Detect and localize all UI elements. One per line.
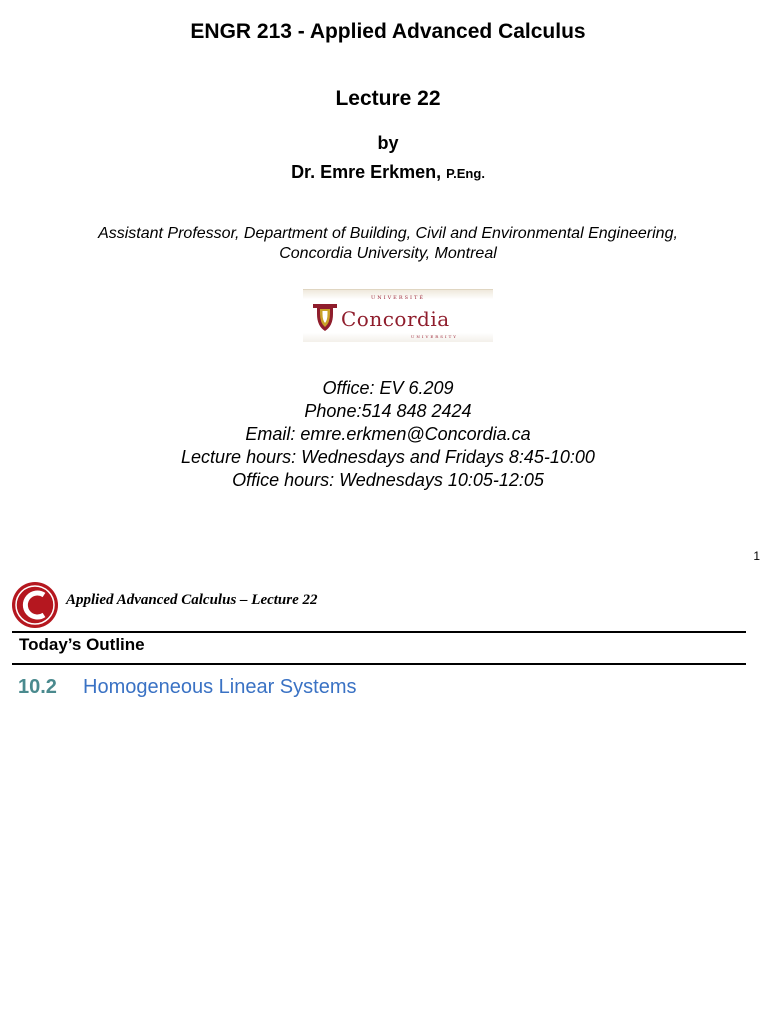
outline-item xyxy=(18,676,356,699)
outline-slide xyxy=(0,576,768,1024)
by-line: by xyxy=(377,133,399,153)
lecture-title: Lecture 22 xyxy=(335,87,441,110)
logo-top-text: UNIVERSITÉ xyxy=(371,295,425,301)
affiliation xyxy=(4,224,768,264)
concordia-shield-icon xyxy=(312,302,338,332)
concordia-c-icon xyxy=(11,581,59,629)
phone-line: Phone:514 848 2424 xyxy=(304,401,472,421)
lecture-hours-line: Lecture hours: Wednesdays and Fridays 8:45-10:00 xyxy=(181,447,595,467)
logo-name: Concordia xyxy=(341,307,450,331)
email-line: Email: emre.erkmen@Concordia.ca xyxy=(245,424,531,444)
concordia-logo xyxy=(303,289,493,342)
office-hours-line: Office hours: Wednesdays 10:05-12:05 xyxy=(232,470,544,490)
outline-title: Today’s Outline xyxy=(19,635,145,654)
author-suffix: P.Eng. xyxy=(446,166,485,181)
header-divider-top xyxy=(12,631,746,633)
logo-bottom-text: UNIVERSITY xyxy=(411,334,458,339)
page-number: 1 xyxy=(753,549,760,563)
contact-info xyxy=(4,377,768,492)
outline-item-text: Homogeneous Linear Systems xyxy=(83,676,357,698)
outline-item-number: 10.2 xyxy=(18,676,57,698)
affiliation-line-1: Assistant Professor, Department of Building, Civil and Environmental Engineering, xyxy=(98,225,678,242)
affiliation-line-2: Concordia University, Montreal xyxy=(279,245,497,262)
slide-header: Applied Advanced Calculus – Lecture 22 xyxy=(66,592,318,608)
header-divider-bottom xyxy=(12,663,746,665)
author-line xyxy=(4,162,768,183)
office-line: Office: EV 6.209 xyxy=(322,378,454,398)
course-title: ENGR 213 - Applied Advanced Calculus xyxy=(190,20,586,43)
author-name: Dr. Emre Erkmen, xyxy=(291,162,442,182)
